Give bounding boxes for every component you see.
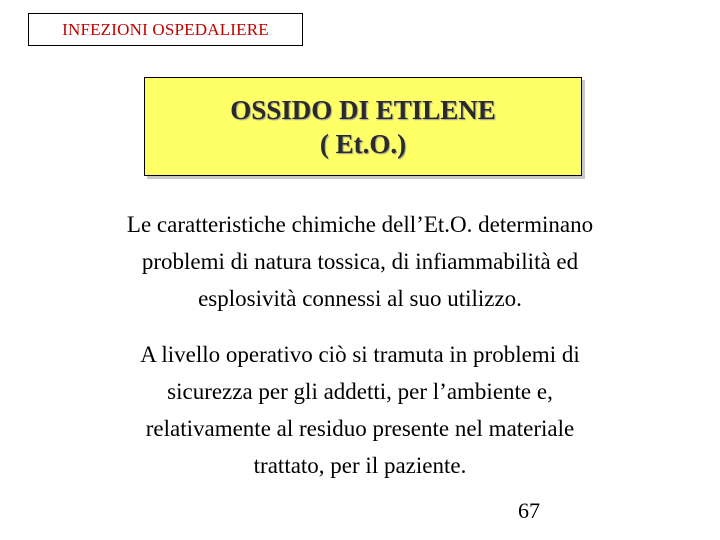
body-paragraph-1 (60, 206, 660, 317)
paragraph-line: A livello operativo ciò si tramuta in problemi di (140, 342, 580, 367)
paragraph-line: esplosività connessi al suo utilizzo. (198, 286, 522, 311)
paragraph-line: problemi di natura tossica, di infiammabilità ed (141, 249, 579, 274)
paragraph-line: trattato, per il paziente. (253, 453, 467, 478)
page-number: 67 (518, 498, 540, 523)
slide-title-box (144, 77, 582, 176)
slide-title: OSSIDO DI ETILENE (230, 94, 496, 125)
section-header-box (28, 13, 303, 46)
paragraph-line: relativamente al residuo presente nel materiale (145, 416, 575, 441)
slide-subtitle: ( Et.O.) (319, 128, 407, 159)
paragraph-line: sicurezza per gli addetti, per l’ambiente e, (167, 379, 553, 404)
section-header-label: INFEZIONI OSPEDALIERE (62, 19, 269, 39)
body-paragraph-2 (60, 336, 660, 484)
paragraph-line: Le caratteristiche chimiche dell’Et.O. determinano (126, 212, 594, 237)
